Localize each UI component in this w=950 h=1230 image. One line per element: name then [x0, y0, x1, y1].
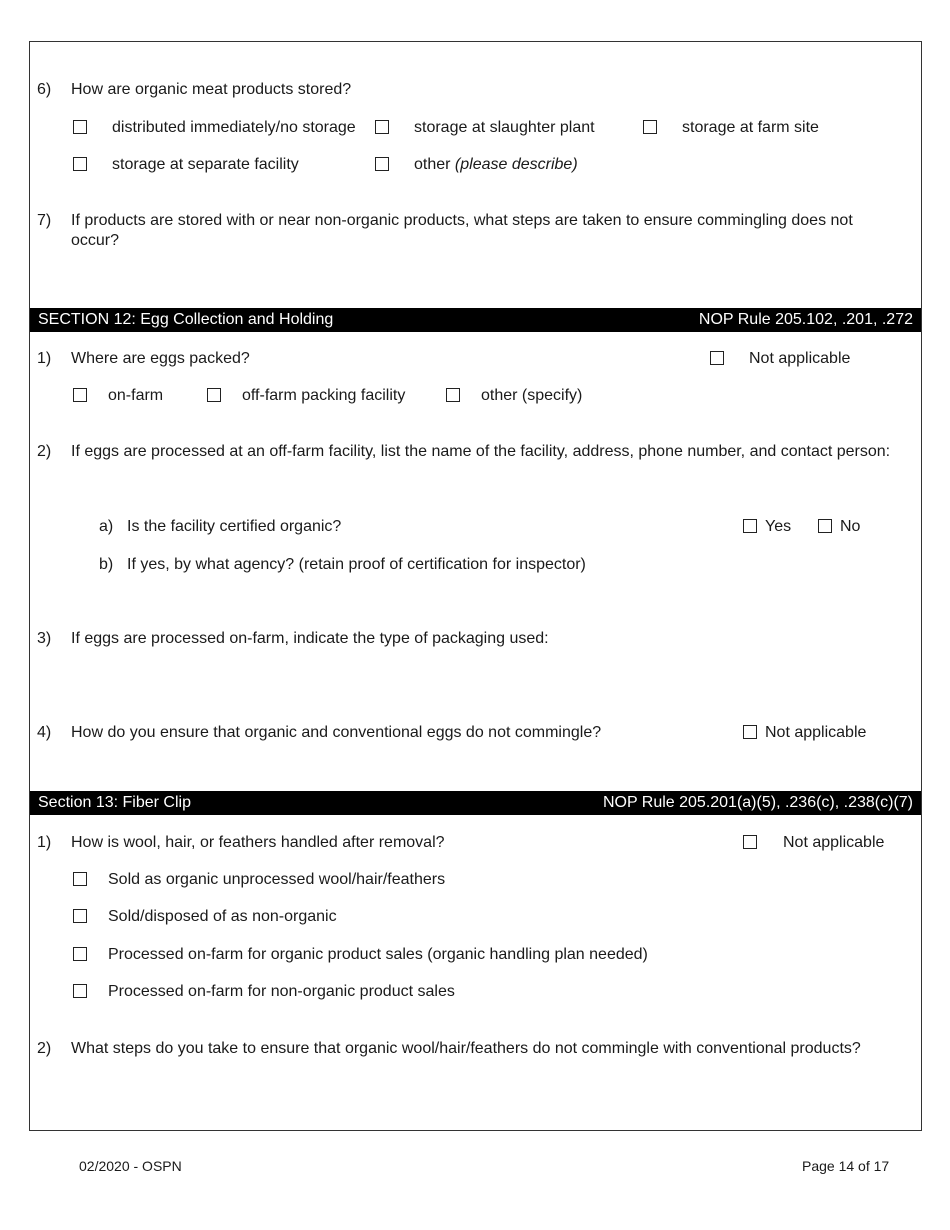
- section12-header: [30, 308, 921, 332]
- s13-q1-non-organic-checkbox[interactable]: [73, 909, 87, 923]
- s13-q1-organic-unprocessed-checkbox[interactable]: [73, 872, 87, 886]
- q6-other-text: other: [414, 156, 451, 173]
- s12-q2a-label: a): [99, 518, 114, 535]
- s12-q2a-no-label: No: [840, 518, 861, 535]
- s13-q1-number: 1): [37, 834, 52, 851]
- footer-page-number: Page 14 of 17: [802, 1158, 890, 1174]
- s13-q1-question: How is wool, hair, or feathers handled after removal?: [71, 834, 445, 851]
- s12-q3-question: If eggs are processed on-farm, indicate the type of packaging used:: [71, 630, 549, 647]
- s12-q2a-question: Is the facility certified organic?: [127, 518, 342, 535]
- s12-q2-question: If eggs are processed at an off-farm facility, list the name of the facility, address, phone number, and contact person:: [71, 443, 891, 460]
- s12-q2b-question: If yes, by what agency? (retain proof of certification for inspector): [127, 556, 586, 573]
- s12-q1-question: Where are eggs packed?: [71, 350, 250, 367]
- section13-header: [30, 791, 921, 815]
- q7-question: If products are stored with or near non-organic products, what steps are taken to ensure commingling does not occur?: [71, 212, 853, 249]
- q6-farm-site-label: storage at farm site: [682, 119, 819, 136]
- s13-q1-non-organic-label: Sold/disposed of as non-organic: [108, 908, 337, 925]
- q6-question: How are organic meat products stored?: [71, 81, 352, 98]
- s13-q1-not-applicable-checkbox[interactable]: [743, 835, 757, 849]
- s13-q2-number: 2): [37, 1040, 52, 1057]
- s12-q1-off-farm-checkbox[interactable]: [207, 388, 221, 402]
- s12-q1-not-applicable-label: Not applicable: [749, 350, 851, 367]
- section12-title: SECTION 12: Egg Collection and Holding: [38, 311, 334, 328]
- q7-number: 7): [37, 212, 52, 229]
- section13-title: Section 13: Fiber Clip: [38, 794, 191, 811]
- s13-q1-not-applicable-label: Not applicable: [783, 834, 885, 851]
- s12-q1-off-farm-label: off-farm packing facility: [242, 387, 406, 404]
- q6-other-label: [414, 155, 578, 175]
- s13-q1-processed-organic-label: Processed on-farm for organic product sales (organic handling plan needed): [108, 946, 648, 963]
- q6-separate-facility-checkbox[interactable]: [73, 157, 87, 171]
- q6-distributed-checkbox[interactable]: [73, 120, 87, 134]
- s12-q2b-label: b): [99, 556, 114, 573]
- q6-farm-site-checkbox[interactable]: [643, 120, 657, 134]
- q6-other-checkbox[interactable]: [375, 157, 389, 171]
- s12-q2a-yes-label: Yes: [765, 518, 792, 535]
- s12-q4-question: How do you ensure that organic and conventional eggs do not commingle?: [71, 724, 602, 741]
- s13-q1-organic-unprocessed-label: Sold as organic unprocessed wool/hair/feathers: [108, 871, 446, 888]
- s13-q1-processed-non-organic-label: Processed on-farm for non-organic product sales: [108, 983, 455, 1000]
- q6-slaughter-plant-checkbox[interactable]: [375, 120, 389, 134]
- s12-q4-number: 4): [37, 724, 52, 741]
- footer-version: 02/2020 - OSPN: [79, 1158, 182, 1174]
- s12-q1-not-applicable-checkbox[interactable]: [710, 351, 724, 365]
- s12-q4-not-applicable-checkbox[interactable]: [743, 725, 757, 739]
- s13-q2-question: What steps do you take to ensure that organic wool/hair/feathers do not commingle with conventional products?: [71, 1040, 861, 1057]
- s12-q1-other-label: other (specify): [481, 387, 583, 404]
- s12-q2-number: 2): [37, 443, 52, 460]
- q6-separate-facility-label: storage at separate facility: [112, 156, 299, 173]
- s12-q2a-no-checkbox[interactable]: [818, 519, 832, 533]
- s12-q4-not-applicable-label: Not applicable: [765, 724, 867, 741]
- q6-distributed-label: distributed immediately/no storage: [112, 119, 356, 136]
- s12-q1-other-checkbox[interactable]: [446, 388, 460, 402]
- q6-number: 6): [37, 81, 52, 98]
- s13-q1-processed-non-organic-checkbox[interactable]: [73, 984, 87, 998]
- q6-slaughter-plant-label: storage at slaughter plant: [414, 119, 595, 136]
- s12-q2a-yes-checkbox[interactable]: [743, 519, 757, 533]
- s12-q1-on-farm-label: on-farm: [108, 387, 164, 404]
- q6-other-hint: (please describe): [454, 156, 578, 173]
- section12-rule: NOP Rule 205.102, .201, .272: [698, 311, 913, 328]
- section13-rule: NOP Rule 205.201(a)(5), .236(c), .238(c)(7): [602, 794, 913, 811]
- form-frame: [29, 41, 922, 1131]
- s12-q1-number: 1): [37, 350, 52, 367]
- s13-q1-processed-organic-checkbox[interactable]: [73, 947, 87, 961]
- s12-q1-on-farm-checkbox[interactable]: [73, 388, 87, 402]
- s12-q3-number: 3): [37, 630, 52, 647]
